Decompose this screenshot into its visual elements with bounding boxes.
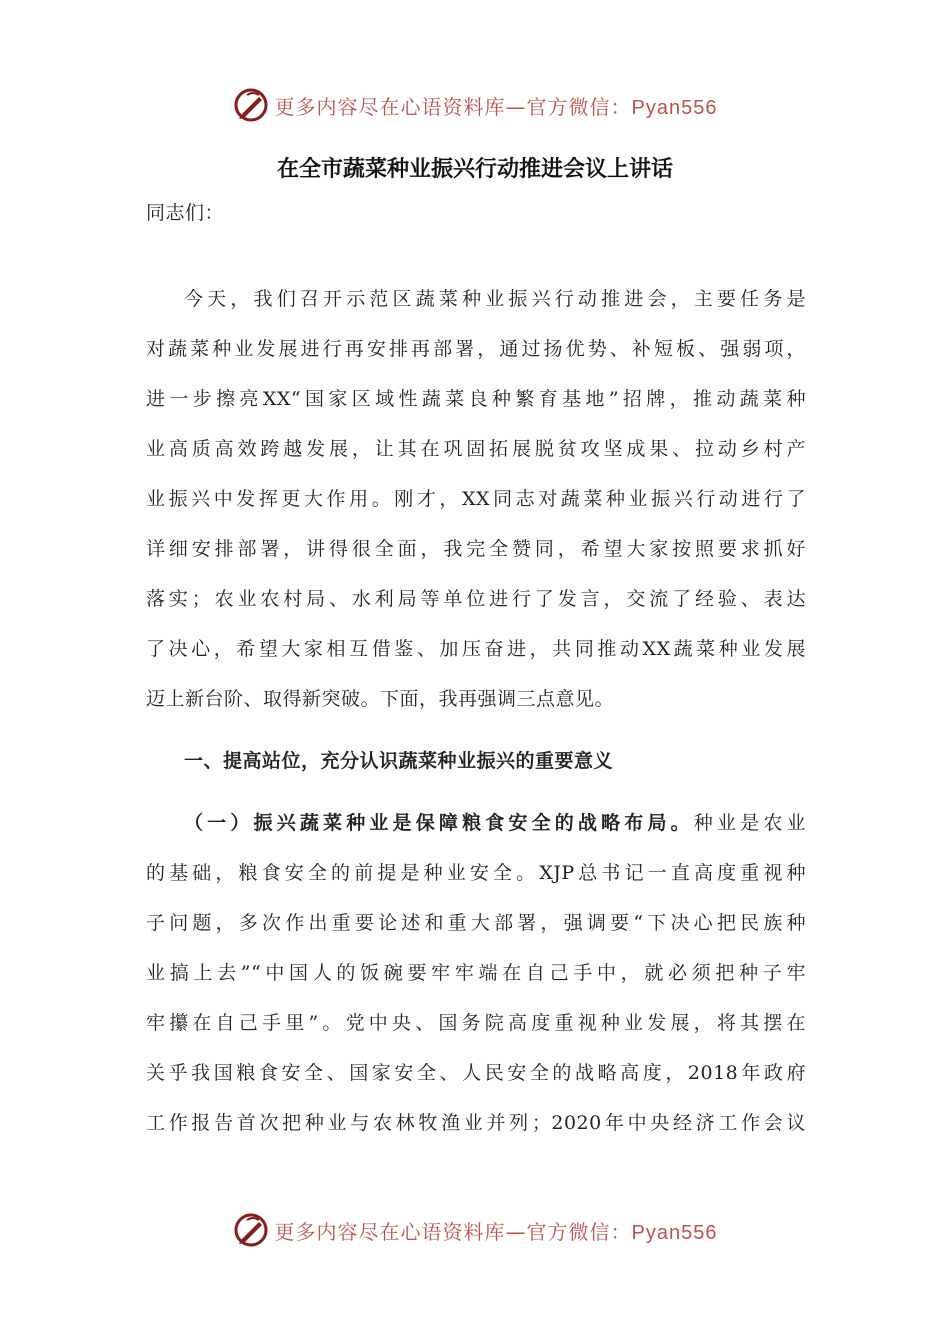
body-line: 的基础，粮食安全的前提是种业安全。XJP总书记一直高度重视种: [146, 862, 806, 884]
pen-logo-icon: [233, 1212, 269, 1248]
intro-line: 今天，我们召开示范区蔬菜种业振兴行动推进会，主要任务是: [184, 288, 806, 310]
subsection-first-line: [146, 798, 806, 848]
footer-banner: [0, 1210, 950, 1250]
body-line: 牢攥在自己手里”。党中央、国务院高度重视种业发展，将其摆在: [146, 1012, 806, 1034]
body-line: 关乎我国粮食安全、国家安全、人民安全的战略高度，2018年政府: [146, 1062, 806, 1084]
banner-text: 更多内容尽在心语资料库—官方微信：Pyan556: [274, 94, 718, 119]
intro-line: 详细安排部署，讲得很全面，我完全赞同，希望大家按照要求抓好: [146, 538, 806, 560]
body-line: 子问题，多次作出重要论述和重大部署，强调要“下决心把民族种: [146, 912, 806, 934]
intro-line: 落实；农业农村局、水利局等单位进行了发言，交流了经验、表达: [146, 588, 806, 610]
document-body: [146, 190, 806, 1148]
subsection-heading: （一）振兴蔬菜种业是保障粮食安全的战略布局。: [184, 812, 694, 834]
section-heading: 一、提高站位，充分认识蔬菜种业振兴的重要意义: [184, 750, 614, 772]
subsection-text: 种业是农业: [693, 812, 806, 834]
body-line: 业搞上去”“中国人的饭碗要牢牢端在自己手中，就必须把种子牢: [146, 962, 806, 984]
intro-line: 迈上新台阶、取得新突破。下面，我再强调三点意见。: [146, 688, 615, 710]
intro-line: 业高质高效跨越发展，让其在巩固拓展脱贫攻坚成果、拉动乡村产: [146, 438, 806, 460]
banner-text: 更多内容尽在心语资料库—官方微信：Pyan556: [274, 1219, 718, 1244]
salutation: 同志们：: [146, 202, 225, 224]
page-title: 在全市蔬菜种业振兴行动推进会议上讲话: [276, 157, 673, 182]
intro-line: 对蔬菜种业发展进行再安排再部署，通过扬优势、补短板、强弱项，: [146, 338, 806, 360]
intro-line: 进一步擦亮XX“国家区域性蔬菜良种繁育基地”招牌，推动蔬菜种: [146, 388, 806, 410]
intro-line: 了决心，希望大家相互借鉴、加压奋进，共同推动XX蔬菜种业发展: [146, 638, 806, 660]
header-banner: [0, 85, 950, 125]
pen-logo-icon: [233, 87, 269, 123]
banner-wechat: Pyan556: [631, 96, 718, 119]
banner-wechat: Pyan556: [631, 1221, 718, 1244]
body-line: 工作报告首次把种业与农林牧渔业并列；2020年中央经济工作会议: [146, 1112, 806, 1134]
intro-line: 业振兴中发挥更大作用。刚才，XX同志对蔬菜种业振兴行动进行了: [146, 488, 806, 510]
